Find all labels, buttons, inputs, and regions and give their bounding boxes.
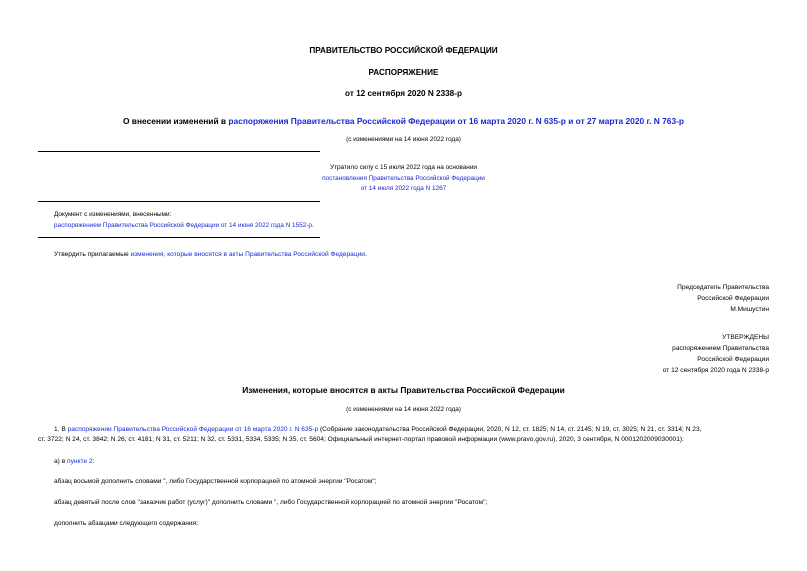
approved-heading: УТВЕРЖДЕНЫ — [722, 334, 769, 341]
title-edition: (с изменениями на 14 июня 2022 года) — [346, 136, 461, 143]
approved-by: распоряжением Правительства — [672, 345, 769, 352]
approve-paragraph: Утвердить прилагаемые изменения, которые вносятся в акты Правительства Российской Федерации. — [54, 251, 367, 258]
approved-date: от 12 сентября 2020 года N 2338-р — [662, 367, 769, 374]
changes-box-link[interactable]: распоряжением Правительства Российской Федерации от 14 июня 2022 года N 1552-р — [54, 222, 312, 229]
signature-org: Российской Федерации — [697, 295, 769, 302]
changes-box-link-line: распоряжением Правительства Российской Федерации от 14 июня 2022 года N 1552-р. — [54, 222, 314, 229]
changes-edition: (с изменениями на 14 июня 2022 года) — [346, 406, 461, 413]
paragraph-1-line2: ст. 3722; N 24, ст. 3842; N 26, ст. 4181; N 31, ст. 5211; N 32, ст. 5331, 5334, 5335; N 35, ст. 5604; Официальный интернет-портал правовой информации (www.pravo.gov.ru), 2020, 3 сентября, N 0001202009030001): — [38, 436, 684, 443]
document-title — [0, 116, 807, 126]
changes-title: Изменения, которые вносятся в акты Правительства Российской Федерации — [242, 385, 565, 395]
void-notice-link-date — [0, 185, 807, 192]
clause-2-link[interactable]: пункте 2 — [67, 458, 93, 465]
paragraph-1-link[interactable]: распоряжении Правительства Российской Федерации от 16 марта 2020 г. N 635-р — [67, 426, 319, 433]
paragraph-add: дополнить абзацами следующего содержания: — [54, 520, 198, 527]
signature-name: М.Мишустин — [730, 306, 769, 313]
signature-title: Председатель Правительства — [677, 284, 769, 291]
approved-org: Российской Федерации — [697, 356, 769, 363]
document-type: РАСПОРЯЖЕНИЕ — [368, 68, 439, 77]
void-notice-link — [0, 175, 807, 182]
divider — [38, 201, 320, 202]
government-heading: ПРАВИТЕЛЬСТВО РОССИЙСКОЙ ФЕДЕРАЦИИ — [309, 46, 498, 55]
divider — [38, 151, 320, 152]
title-link[interactable]: распоряжения Правительства Российской Федерации от 16 марта 2020 г. N 635-р и от 27 марта 2020 г. N 763-р — [228, 116, 685, 126]
divider — [38, 237, 320, 238]
void-notice-line: Утратило силу с 15 июля 2022 года на основании — [330, 164, 477, 171]
paragraph-1: 1. В распоряжении Правительства Российской Федерации от 16 марта 2020 г. N 635-р (Собрание законодательства Российской Федерации, 2020, N 12, ст. 1825; N 14, ст. 2145; N 19, ст. 3025; N 21, ст. 3314; N 23, — [54, 426, 702, 433]
void-decree-date-link[interactable]: от 14 июля 2022 года N 1267 — [360, 185, 447, 192]
title-prefix: О внесении изменений в — [122, 116, 229, 126]
document-date: от 12 сентября 2020 N 2338-р — [345, 89, 462, 98]
void-decree-link[interactable]: постановления Правительства Российской Федерации — [322, 175, 485, 182]
approve-link[interactable]: изменения, которые вносятся в акты Правительства Российской Федерации — [130, 251, 365, 258]
paragraph-ninth: абзац девятый после слов "заказчик работ (услуг)" дополнить словами ", либо Государственной корпорацией по атомной энергии "Росатом"; — [54, 499, 488, 506]
subparagraph-a: а) в пункте 2: — [54, 458, 95, 465]
changes-box-label: Документ с изменениями, внесенными: — [54, 211, 172, 218]
paragraph-eighth: абзац восьмой дополнить словами ", либо Государственной корпорацией по атомной энергии "Росатом"; — [54, 478, 377, 485]
